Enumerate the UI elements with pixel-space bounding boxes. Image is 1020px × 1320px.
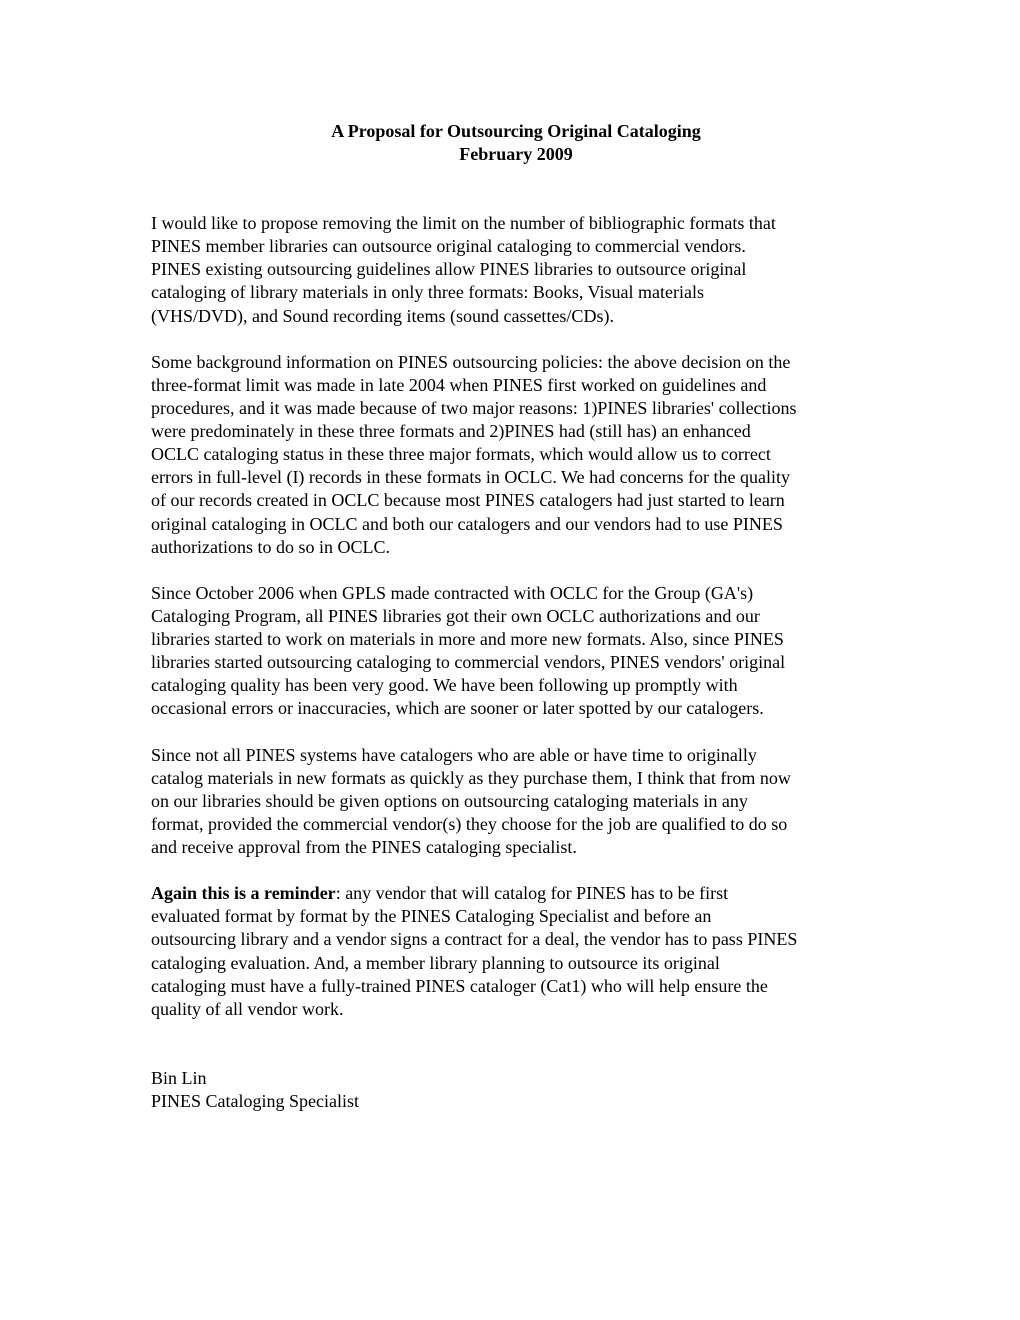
document-page (151, 120, 881, 1113)
signature-block (151, 1067, 881, 1113)
title-block (151, 120, 881, 166)
reminder-text: : any vendor that will catalog for PINES has to be first evaluated format by format by the PINES Cataloging Specialist and before an outsourcing library and a vendor signs a contract for a deal, the vendor has to pass PINES cataloging evaluation. And, a member library planning to outsource its original cataloging must have a fully-trained PINES cataloger (Cat1) who will help ensure the quality of all vendor work. (151, 883, 798, 1019)
signature-role: PINES Cataloging Specialist (151, 1090, 359, 1111)
paragraph-proposal: I would like to propose removing the limit on the number of bibliographic formats that PINES member libraries can outsource original cataloging to commercial vendors. PINES existing outsourcing guidelines allow PINES libraries to outsource original cataloging of library materials in only three formats: Books, Visual materials (VHS/DVD), and Sound recording items (sound cassettes/CDs). (151, 213, 776, 326)
paragraph-since-2006: Since October 2006 when GPLS made contracted with OCLC for the Group (GA's) Cataloging Program, all PINES libraries got their own OCLC authorizations and our libraries started to work on materials in more and more new formats. Also, since PINES libraries started outsourcing cataloging to commercial vendors, PINES vendors' original cataloging quality has been very good. We have been following up promptly with occasional errors or inaccuracies, which are sooner or later spotted by our catalogers. (151, 582, 786, 719)
reminder-lead: Again this is a reminder (151, 883, 336, 904)
signature-name: Bin Lin (151, 1067, 207, 1088)
paragraph-reminder (151, 882, 881, 1021)
paragraph-background: Some background information on PINES outsourcing policies: the above decision on the three-format limit was made in late 2004 when PINES first worked on guidelines and procedures, and it was made because of two major reasons: 1)PINES libraries' collections were predominately in these three formats and 2)PINES had (still has) an enhanced OCLC cataloging status in these three major formats, which would allow us to correct errors in full-level (I) records in these formats in OCLC. We had concerns for the quality of our records created in OCLC because most PINES catalogers had just started to learn original cataloging in OCLC and both our catalogers and our vendors had to use PINES authorizations to do so in OCLC. (151, 351, 797, 557)
paragraph-options: Since not all PINES systems have catalogers who are able or have time to originally catalog materials in new formats as quickly as they purchase them, I think that from now on our libraries should be given options on outsourcing cataloging materials in any format, provided the commercial vendor(s) they choose for the job are qualified to do so and receive approval from the PINES cataloging specialist. (151, 744, 791, 857)
document-date: February 2009 (459, 144, 573, 165)
document-title: A Proposal for Outsourcing Original Cataloging (331, 121, 701, 141)
